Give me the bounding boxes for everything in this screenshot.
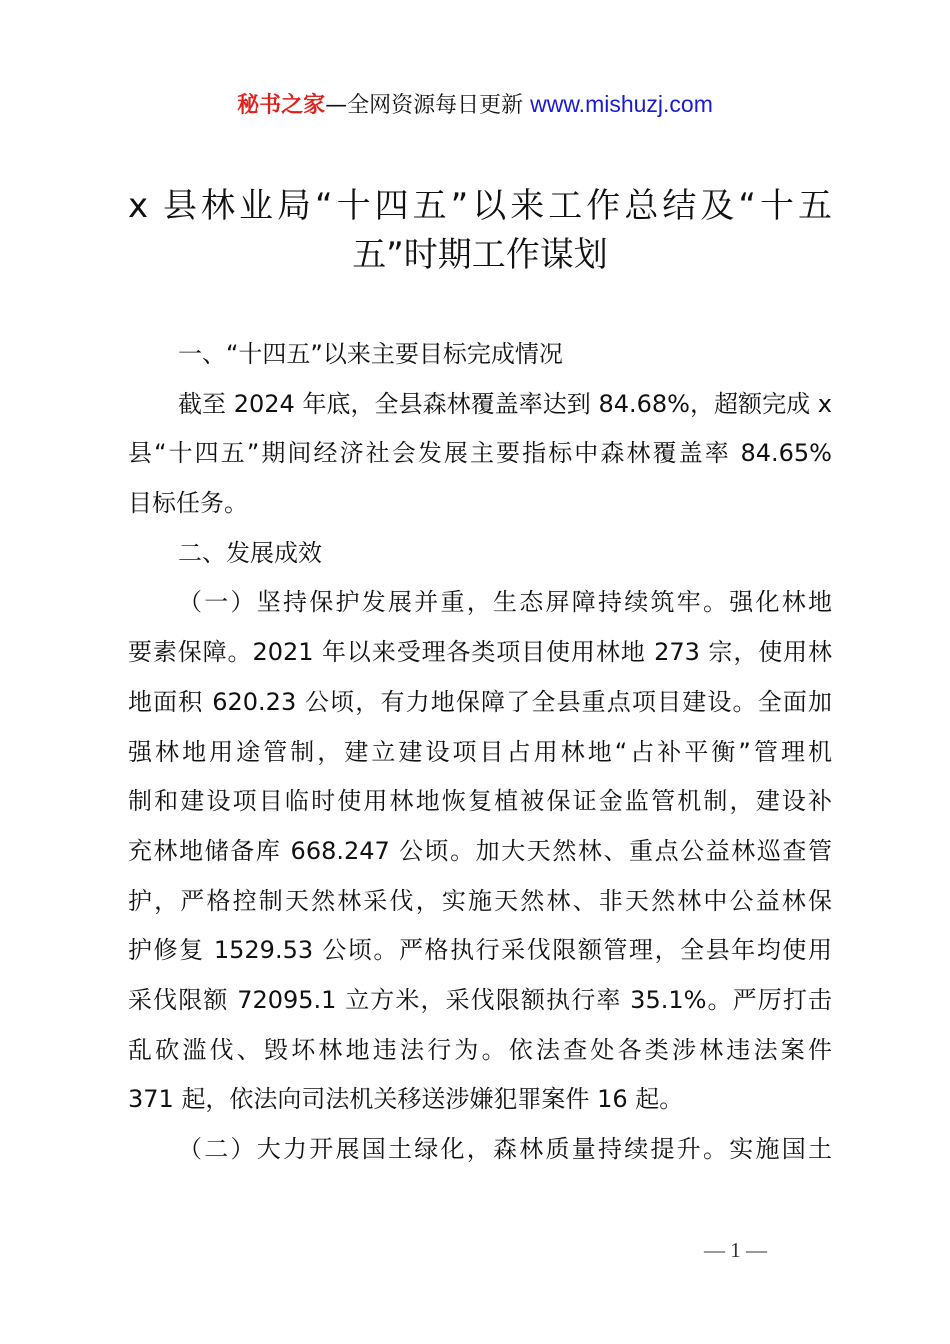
page-number: — 1 — xyxy=(704,1238,767,1262)
title-line-1: x 县林业局“十四五”以来工作总结及“十五 xyxy=(128,186,832,226)
paragraph-line: 采伐限额 72095.1 立方米，采伐限额执行率 35.1%。严厉打击 xyxy=(128,985,832,1014)
section-heading-2: 二、发展成效 xyxy=(178,538,322,567)
title-line-2: 五”时期工作谋划 xyxy=(352,235,608,275)
paragraph-line: 乱砍滥伐、毁坏林地违法行为。依法查处各类涉林违法案件 xyxy=(128,1035,832,1064)
paragraph-line: 地面积 620.23 公顷，有力地保障了全县重点项目建设。全面加 xyxy=(128,687,832,716)
paragraph-line: （一）坚持保护发展并重，生态屏障持续筑牢。强化林地 xyxy=(178,588,832,617)
banner-url-link[interactable]: www.mishuzj.com xyxy=(530,91,713,117)
paragraph-line: 截至 2024 年底，全县森林覆盖率达到 84.68%，超额完成 x xyxy=(178,389,832,418)
document-body xyxy=(128,330,832,1175)
paragraph-line: 护修复 1529.53 公顷。严格执行采伐限额管理，全县年均使用 xyxy=(128,936,832,965)
paragraph-line: 要素保障。2021 年以来受理各类项目使用林地 273 宗，使用林 xyxy=(128,638,832,667)
banner-brand: 秘书之家 xyxy=(237,93,326,118)
paragraph-line: 制和建设项目临时使用林地恢复植被保证金监管机制，建设补 xyxy=(128,787,832,816)
banner-slogan: —全网资源每日更新 xyxy=(325,93,531,118)
paragraph-line: （二）大力开展国土绿化，森林质量持续提升。实施国土 xyxy=(178,1135,832,1163)
paragraph-line: 目标任务。 xyxy=(128,489,248,518)
paragraph-line: 护，严格控制天然林采伐，实施天然林、非天然林中公益林保 xyxy=(128,886,832,915)
section-heading-1: 一、“十四五”以来主要目标完成情况 xyxy=(178,340,563,368)
paragraph-line: 强林地用途管制，建立建设项目占用林地“占补平衡”管理机 xyxy=(128,737,832,766)
site-banner xyxy=(0,88,950,119)
document-title xyxy=(128,182,832,280)
paragraph-line: 县“十四五”期间经济社会发展主要指标中森林覆盖率 84.65% xyxy=(128,439,832,468)
paragraph-line: 充林地储备库 668.247 公顷。加大天然林、重点公益林巡查管 xyxy=(128,836,832,865)
paragraph-line: 371 起，依法向司法机关移送涉嫌犯罪案件 16 起。 xyxy=(128,1085,684,1114)
